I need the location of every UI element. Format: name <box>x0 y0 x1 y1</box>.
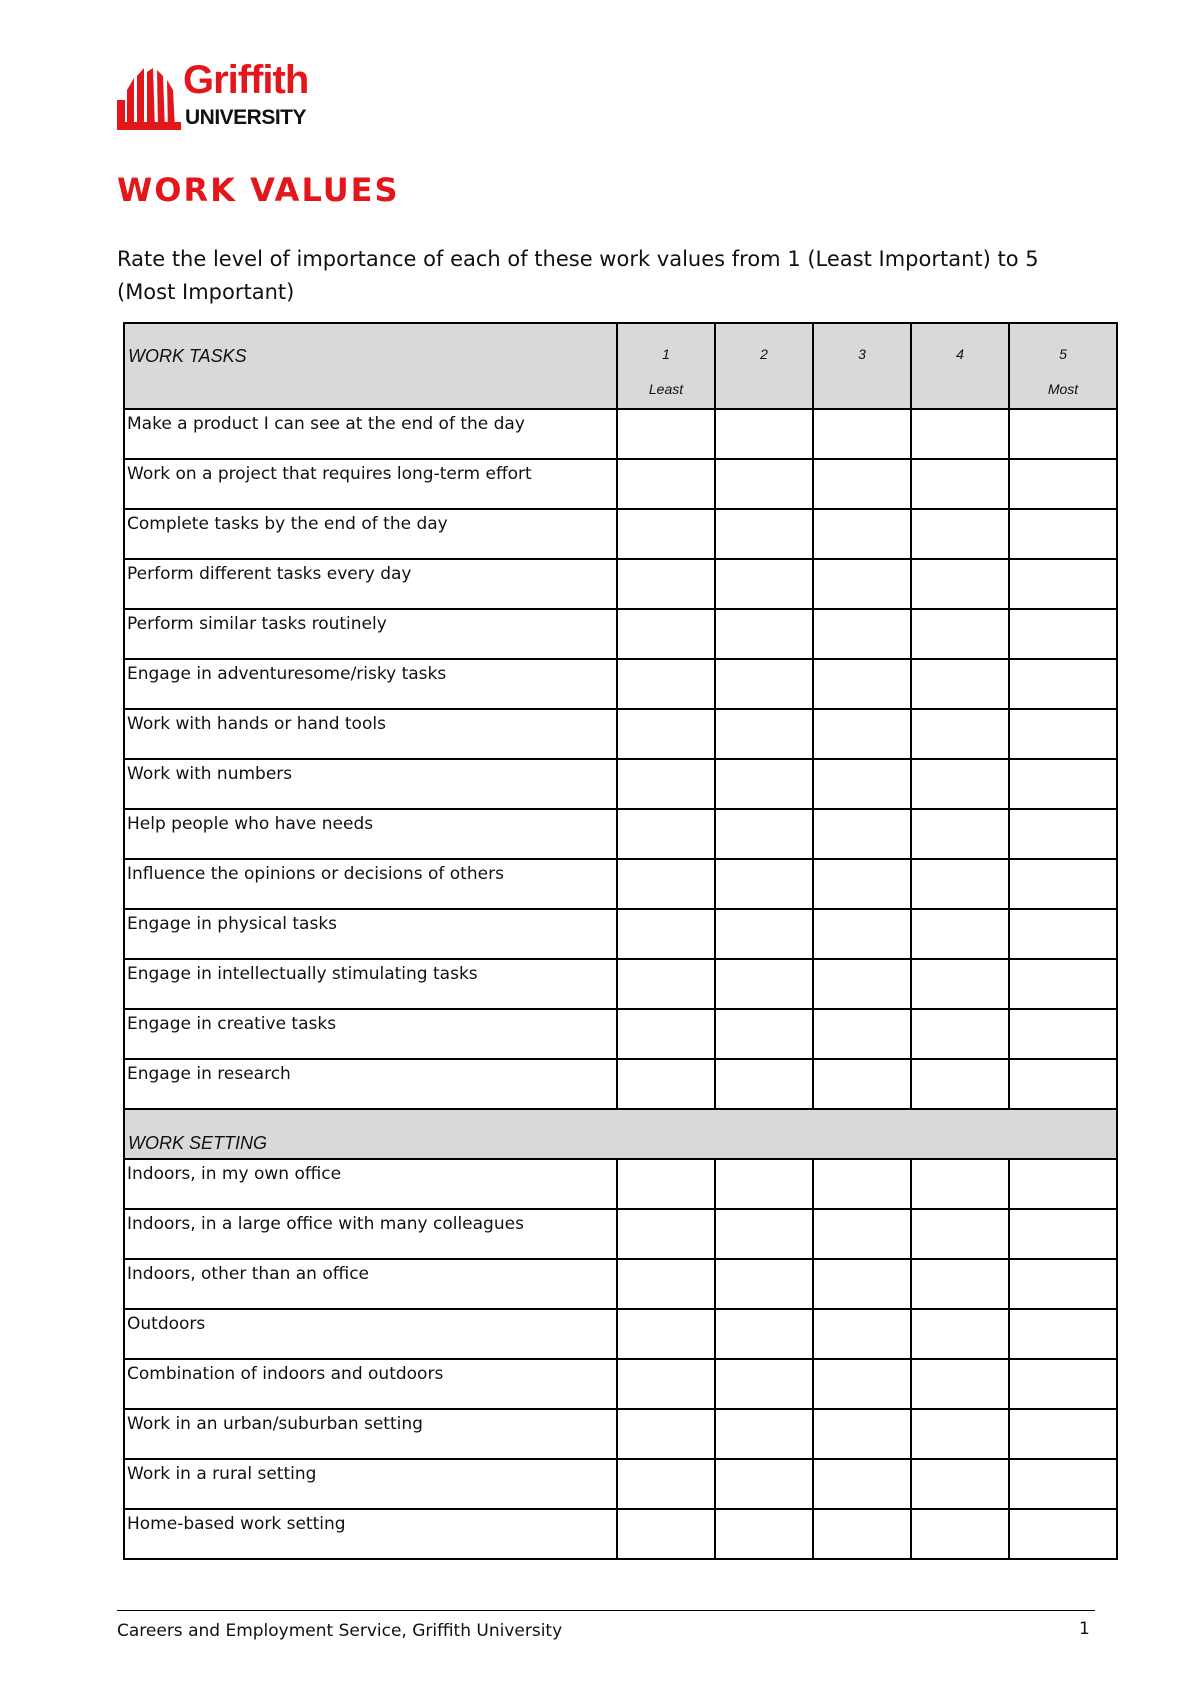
table-row <box>124 959 1117 1009</box>
work-value-label: Perform different tasks every day <box>124 559 617 609</box>
table-row <box>124 1309 1117 1359</box>
rating-cell-2[interactable] <box>715 1359 813 1409</box>
rating-cell-1[interactable] <box>617 859 715 909</box>
table-row <box>124 1209 1117 1259</box>
rating-cell-1[interactable] <box>617 1459 715 1509</box>
rating-cell-1[interactable] <box>617 459 715 509</box>
table-row <box>124 909 1117 959</box>
rating-cell-2[interactable] <box>715 659 813 709</box>
table-row <box>124 1409 1117 1459</box>
rating-cell-2[interactable] <box>715 1059 813 1109</box>
rating-cell-1[interactable] <box>617 1259 715 1309</box>
work-value-label: Engage in intellectually stimulating tasks <box>124 959 617 1009</box>
rating-cell-3[interactable] <box>813 1209 911 1259</box>
table-row <box>124 459 1117 509</box>
rating-cell-3[interactable] <box>813 809 911 859</box>
work-value-label: Help people who have needs <box>124 809 617 859</box>
page-title: WORK VALUES <box>117 171 400 209</box>
rating-cell-5[interactable] <box>1009 1209 1117 1259</box>
rating-cell-1[interactable] <box>617 1209 715 1259</box>
rating-cell-3[interactable] <box>813 759 911 809</box>
rating-cell-1[interactable] <box>617 1009 715 1059</box>
griffith-emblem-icon <box>117 68 181 130</box>
work-value-label: Indoors, in my own office <box>124 1159 617 1209</box>
rating-cell-3[interactable] <box>813 1509 911 1559</box>
rating-cell-5[interactable] <box>1009 1159 1117 1209</box>
rating-cell-4[interactable] <box>911 909 1009 959</box>
rating-cell-3[interactable] <box>813 1059 911 1109</box>
rating-cell-3[interactable] <box>813 1409 911 1459</box>
work-value-label: Engage in adventuresome/risky tasks <box>124 659 617 709</box>
rating-cell-5[interactable] <box>1009 859 1117 909</box>
work-value-label: Home-based work setting <box>124 1509 617 1559</box>
rating-cell-4[interactable] <box>911 1009 1009 1059</box>
work-value-label: Engage in research <box>124 1059 617 1109</box>
table-row <box>124 1359 1117 1409</box>
rating-cell-3[interactable] <box>813 609 911 659</box>
rating-cell-3[interactable] <box>813 959 911 1009</box>
rating-cell-3[interactable] <box>813 909 911 959</box>
rating-cell-3[interactable] <box>813 1359 911 1409</box>
rating-cell-3[interactable] <box>813 459 911 509</box>
rating-cell-2[interactable] <box>715 509 813 559</box>
rating-cell-2[interactable] <box>715 1409 813 1459</box>
rating-cell-5[interactable] <box>1009 1009 1117 1059</box>
work-value-label: Work with numbers <box>124 759 617 809</box>
rating-cell-1[interactable] <box>617 509 715 559</box>
rating-cell-5[interactable] <box>1009 1059 1117 1109</box>
rating-cell-4[interactable] <box>911 1259 1009 1309</box>
table-row <box>124 1159 1117 1209</box>
rating-cell-4[interactable] <box>911 1509 1009 1559</box>
table-row <box>124 709 1117 759</box>
rating-cell-2[interactable] <box>715 1459 813 1509</box>
rating-cell-5[interactable] <box>1009 1509 1117 1559</box>
rating-cell-4[interactable] <box>911 1309 1009 1359</box>
section-title: WORK SETTING <box>128 1133 267 1153</box>
rating-cell-3[interactable] <box>813 1259 911 1309</box>
rating-cell-4[interactable] <box>911 1359 1009 1409</box>
work-value-label: Work in an urban/suburban setting <box>124 1409 617 1459</box>
rating-cell-2[interactable] <box>715 859 813 909</box>
rating-cell-5[interactable] <box>1009 409 1117 459</box>
table-row <box>124 1259 1117 1309</box>
work-value-label: Work on a project that requires long-term effort <box>124 459 617 509</box>
table-row <box>124 559 1117 609</box>
rating-cell-4[interactable] <box>911 1209 1009 1259</box>
rating-cell-5[interactable] <box>1009 1459 1117 1509</box>
table-row <box>124 1059 1117 1109</box>
work-value-label: Engage in creative tasks <box>124 1009 617 1059</box>
rating-cell-4[interactable] <box>911 1459 1009 1509</box>
rating-cell-1[interactable] <box>617 1159 715 1209</box>
rating-cell-4[interactable] <box>911 1409 1009 1459</box>
rating-cell-2[interactable] <box>715 959 813 1009</box>
rating-cell-4[interactable] <box>911 609 1009 659</box>
section-header-cell <box>124 323 617 409</box>
rating-cell-1[interactable] <box>617 1509 715 1559</box>
rating-cell-2[interactable] <box>715 1509 813 1559</box>
rating-cell-2[interactable] <box>715 459 813 509</box>
rating-cell-5[interactable] <box>1009 1409 1117 1459</box>
rating-cell-3[interactable] <box>813 1459 911 1509</box>
work-value-label: Indoors, other than an office <box>124 1259 617 1309</box>
table-row <box>124 759 1117 809</box>
rating-cell-1[interactable] <box>617 1409 715 1459</box>
rating-label: Least <box>648 381 684 397</box>
work-value-label: Make a product I can see at the end of the day <box>124 409 617 459</box>
work-value-label: Complete tasks by the end of the day <box>124 509 617 559</box>
work-value-label: Influence the opinions or decisions of others <box>124 859 617 909</box>
rating-cell-5[interactable] <box>1009 559 1117 609</box>
work-values-table <box>123 322 1118 1560</box>
rating-cell-3[interactable] <box>813 1159 911 1209</box>
rating-number: 4 <box>956 346 964 362</box>
table-row <box>124 609 1117 659</box>
rating-cell-2[interactable] <box>715 709 813 759</box>
rating-cell-5[interactable] <box>1009 709 1117 759</box>
rating-cell-2[interactable] <box>715 1159 813 1209</box>
rating-cell-2[interactable] <box>715 909 813 959</box>
instructions-text: Rate the level of importance of each of these work values from 1 (Least Important) to 5 (Most Important) <box>117 247 1039 304</box>
rating-cell-4[interactable] <box>911 859 1009 909</box>
rating-cell-3[interactable] <box>813 409 911 459</box>
rating-cell-3[interactable] <box>813 659 911 709</box>
rating-cell-5[interactable] <box>1009 759 1117 809</box>
rating-cell-3[interactable] <box>813 859 911 909</box>
rating-number: 1 <box>662 346 670 362</box>
rating-cell-4[interactable] <box>911 809 1009 859</box>
rating-cell-3[interactable] <box>813 1309 911 1359</box>
logo-wordmark: Griffith <box>183 58 309 102</box>
rating-cell-4[interactable] <box>911 1059 1009 1109</box>
rating-number: 3 <box>858 346 866 362</box>
rating-cell-5[interactable] <box>1009 509 1117 559</box>
table-row <box>124 1509 1117 1559</box>
rating-cell-1[interactable] <box>617 659 715 709</box>
work-value-label: Combination of indoors and outdoors <box>124 1359 617 1409</box>
rating-cell-1[interactable] <box>617 609 715 659</box>
rating-cell-4[interactable] <box>911 959 1009 1009</box>
rating-cell-1[interactable] <box>617 909 715 959</box>
rating-cell-2[interactable] <box>715 1009 813 1059</box>
rating-cell-4[interactable] <box>911 709 1009 759</box>
rating-column-header <box>911 323 1009 409</box>
rating-column-header <box>617 323 715 409</box>
rating-cell-4[interactable] <box>911 459 1009 509</box>
rating-cell-5[interactable] <box>1009 1259 1117 1309</box>
rating-cell-1[interactable] <box>617 559 715 609</box>
griffith-logo <box>117 58 357 134</box>
logo-subtitle: UNIVERSITY <box>185 106 307 129</box>
rating-cell-2[interactable] <box>715 1309 813 1359</box>
table-row <box>124 809 1117 859</box>
table-header-row <box>124 323 1117 409</box>
rating-number: 2 <box>760 346 768 362</box>
rating-cell-2[interactable] <box>715 1259 813 1309</box>
rating-cell-5[interactable] <box>1009 459 1117 509</box>
rating-cell-4[interactable] <box>911 1159 1009 1209</box>
work-value-label: Perform similar tasks routinely <box>124 609 617 659</box>
rating-cell-1[interactable] <box>617 709 715 759</box>
work-value-label: Indoors, in a large office with many colleagues <box>124 1209 617 1259</box>
rating-label: Most <box>1047 381 1079 397</box>
rating-number: 5 <box>1059 346 1067 362</box>
table-row <box>124 409 1117 459</box>
rating-cell-3[interactable] <box>813 559 911 609</box>
rating-cell-2[interactable] <box>715 1209 813 1259</box>
work-value-label: Engage in physical tasks <box>124 909 617 959</box>
rating-cell-5[interactable] <box>1009 1309 1117 1359</box>
rating-cell-1[interactable] <box>617 409 715 459</box>
footer-divider <box>117 1610 1095 1611</box>
footer-text: Careers and Employment Service, Griffith University <box>117 1621 563 1641</box>
table-row <box>124 859 1117 909</box>
rating-cell-3[interactable] <box>813 509 911 559</box>
rating-cell-4[interactable] <box>911 659 1009 709</box>
work-value-label: Work in a rural setting <box>124 1459 617 1509</box>
rating-cell-3[interactable] <box>813 1009 911 1059</box>
rating-cell-5[interactable] <box>1009 809 1117 859</box>
rating-cell-5[interactable] <box>1009 609 1117 659</box>
rating-cell-2[interactable] <box>715 759 813 809</box>
rating-cell-5[interactable] <box>1009 959 1117 1009</box>
rating-cell-4[interactable] <box>911 509 1009 559</box>
rating-column-header <box>715 323 813 409</box>
section-title: WORK TASKS <box>128 346 247 366</box>
rating-cell-5[interactable] <box>1009 659 1117 709</box>
rating-cell-2[interactable] <box>715 559 813 609</box>
rating-cell-2[interactable] <box>715 609 813 659</box>
rating-cell-2[interactable] <box>715 809 813 859</box>
table-row <box>124 1009 1117 1059</box>
rating-cell-1[interactable] <box>617 1059 715 1109</box>
rating-cell-5[interactable] <box>1009 909 1117 959</box>
rating-cell-1[interactable] <box>617 959 715 1009</box>
table-row <box>124 659 1117 709</box>
rating-cell-1[interactable] <box>617 1359 715 1409</box>
table-row <box>124 1459 1117 1509</box>
rating-cell-4[interactable] <box>911 559 1009 609</box>
section-header-cell <box>124 1109 1117 1159</box>
page-number: 1 <box>1079 1619 1090 1639</box>
rating-cell-2[interactable] <box>715 409 813 459</box>
rating-cell-1[interactable] <box>617 809 715 859</box>
rating-cell-4[interactable] <box>911 759 1009 809</box>
table-row <box>124 509 1117 559</box>
section-header-row <box>124 1109 1117 1159</box>
rating-cell-4[interactable] <box>911 409 1009 459</box>
rating-cell-5[interactable] <box>1009 1359 1117 1409</box>
work-value-label: Outdoors <box>124 1309 617 1359</box>
rating-cell-1[interactable] <box>617 759 715 809</box>
rating-cell-3[interactable] <box>813 709 911 759</box>
rating-column-header <box>1009 323 1117 409</box>
work-value-label: Work with hands or hand tools <box>124 709 617 759</box>
rating-column-header <box>813 323 911 409</box>
rating-cell-1[interactable] <box>617 1309 715 1359</box>
